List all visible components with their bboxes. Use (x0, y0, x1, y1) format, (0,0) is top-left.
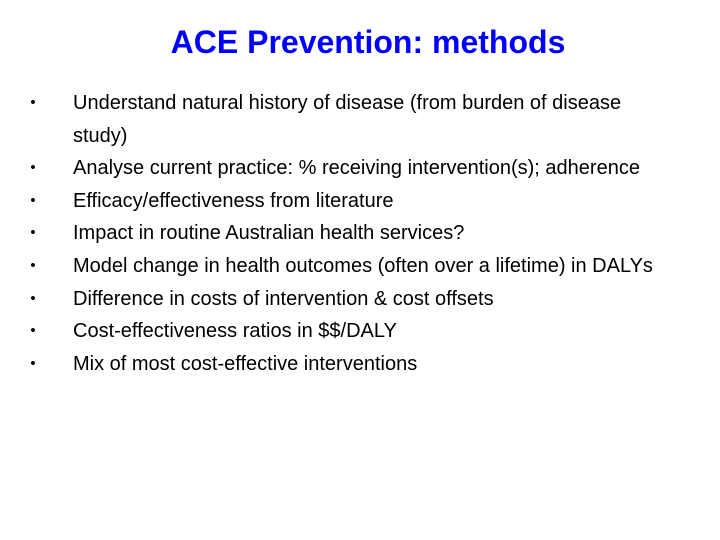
bullet-text: Analyse current practice: % receiving intervention(s); adherence (73, 157, 640, 180)
bullet-item (26, 152, 676, 185)
bullet-text: Difference in costs of intervention & cost offsets (73, 287, 494, 310)
bullet-dot-icon: • (30, 256, 36, 274)
bullet-dot-icon: • (30, 322, 36, 340)
bullet-dot-icon: • (30, 94, 36, 111)
bullet-item (26, 217, 676, 250)
bullet-item (26, 250, 676, 283)
bullet-item (26, 348, 676, 381)
bullet-dot-icon: • (30, 224, 36, 242)
bullet-list (26, 87, 676, 380)
bullet-item (26, 87, 676, 152)
bullet-dot-icon: • (30, 159, 36, 177)
bullet-text: Understand natural history of disease (from burden of disease study) (73, 92, 622, 147)
bullet-text: Efficacy/effectiveness from literature (73, 189, 394, 212)
slide-title: ACE Prevention: methods (170, 24, 566, 60)
bullet-dot-icon: • (30, 354, 36, 372)
bullet-text: Mix of most cost-effective interventions (73, 352, 418, 375)
bullet-item (26, 283, 676, 316)
bullet-text: Cost-effectiveness ratios in $$/DALY (73, 320, 397, 343)
bullet-dot-icon: • (30, 191, 36, 209)
bullet-item (26, 185, 676, 218)
bullet-dot-icon: • (30, 289, 36, 307)
bullet-item (26, 315, 676, 348)
bullet-text: Impact in routine Australian health services? (73, 222, 465, 245)
bullet-text: Model change in health outcomes (often over a lifetime) in DALYs (73, 254, 653, 277)
